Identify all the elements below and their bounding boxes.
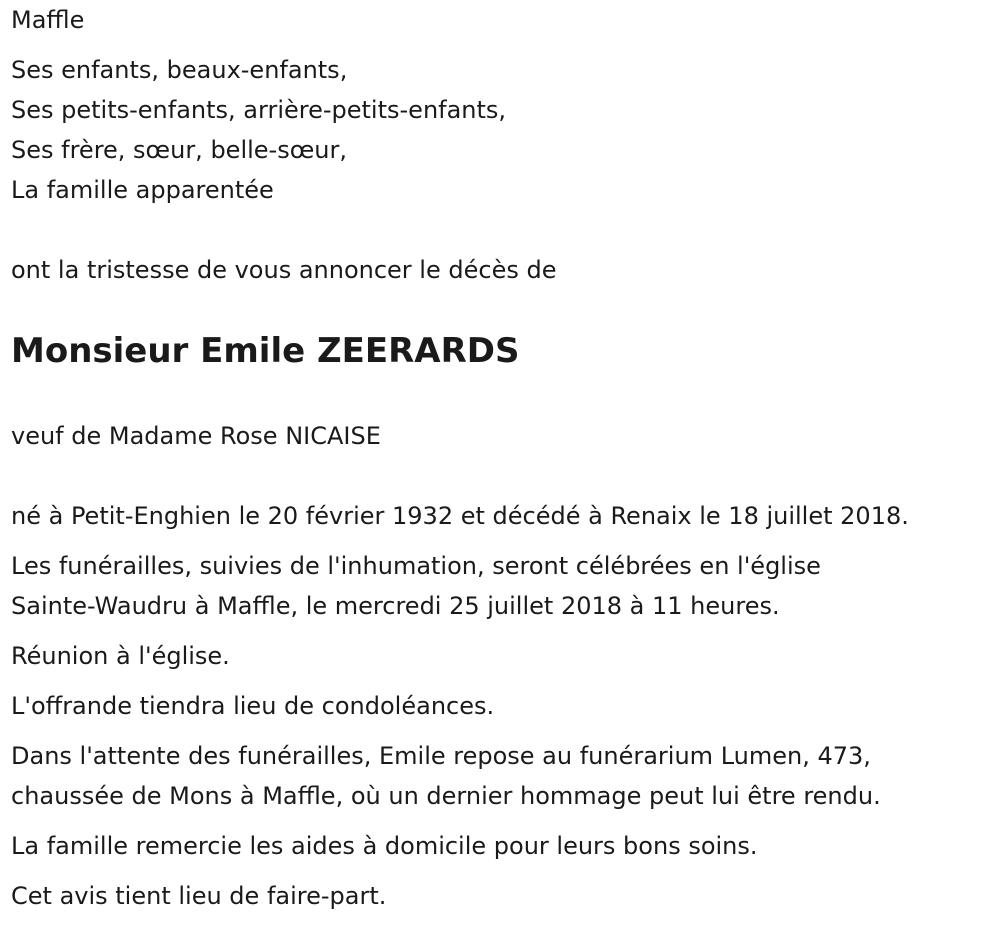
obituary-notice (11, 0, 996, 916)
funeral-line: Les funérailles, suivies de l'inhumation, seront célébrées en l'église (11, 552, 821, 580)
funeral-paragraph (11, 546, 996, 626)
family-line: Ses frère, sœur, belle-sœur, (11, 136, 347, 164)
closing-text: Cet avis tient lieu de faire-part. (11, 882, 387, 910)
offering-text: L'offrande tiendra lieu de condoléances. (11, 692, 495, 720)
family-line: Ses petits-enfants, arrière-petits-enfants, (11, 96, 507, 124)
family-list (11, 50, 996, 210)
family-line: La famille apparentée (11, 176, 274, 204)
widower-text: veuf de Madame Rose NICAISE (11, 422, 381, 450)
deceased-name: Monsieur Emile ZEERARDS (11, 331, 520, 371)
rest-line: Dans l'attente des funérailles, Emile repose au funérarium Lumen, 473, (11, 742, 871, 770)
place-name: Maffle (11, 6, 85, 34)
meeting-text: Réunion à l'église. (11, 642, 230, 670)
thanks-text: La famille remercie les aides à domicile pour leurs bons soins. (11, 832, 758, 860)
announcement-text: ont la tristesse de vous annoncer le décès de (11, 256, 557, 284)
rest-paragraph (11, 736, 996, 816)
funeral-line: Sainte-Waudru à Maffle, le mercredi 25 juillet 2018 à 11 heures. (11, 592, 780, 620)
rest-line: chaussée de Mons à Maffle, où un dernier hommage peut lui être rendu. (11, 782, 881, 810)
birth-death-text: né à Petit-Enghien le 20 février 1932 et décédé à Renaix le 18 juillet 2018. (11, 502, 909, 530)
family-line: Ses enfants, beaux-enfants, (11, 56, 348, 84)
